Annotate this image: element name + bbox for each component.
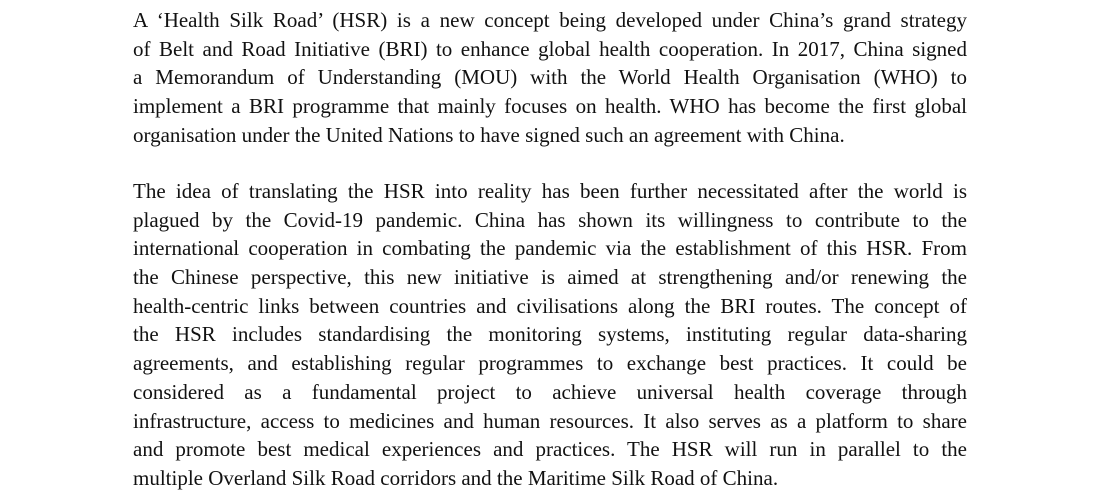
text-line: implement a BRI programme that mainly focuses on health. WHO has become the first global (133, 94, 967, 119)
text-line: The idea of translating the HSR into reality has been further necessitated after the world is (133, 179, 967, 203)
text-line: infrastructure, access to medicines and human resources. It also serves as a platform to share (133, 408, 967, 433)
text-line: international cooperation in combating the pandemic via the establishment of this HSR. From (133, 236, 967, 261)
text-line: plagued by the Covid-19 pandemic. China has shown its willingness to contribute to the (133, 207, 967, 232)
text-line: health-centric links between countries and civilisations along the BRI routes. The concept of (133, 293, 967, 318)
text-line: and promote best medical experiences and practices. The HSR will run in parallel to the (133, 437, 967, 462)
paragraph-hsr-introduction (133, 6, 967, 149)
text-line: of Belt and Road Initiative (BRI) to enhance global health cooperation. In 2017, China signed (133, 36, 967, 61)
paragraph-hsr-covid-context (133, 177, 967, 490)
text-line: the Chinese perspective, this new initiative is aimed at strengthening and/or renewing the (133, 265, 967, 290)
text-line: the HSR includes standardising the monitoring systems, instituting regular data-sharing (133, 322, 967, 347)
text-line: a Memorandum of Understanding (MOU) with the World Health Organisation (WHO) to (133, 65, 967, 90)
text-line: organisation under the United Nations to have signed such an agreement with China. (133, 122, 845, 147)
text-line: multiple Overland Silk Road corridors and the Maritime Silk Road of China. (133, 465, 779, 490)
text-line: A ‘Health Silk Road’ (HSR) is a new concept being developed under China’s grand strategy (133, 8, 967, 32)
text-line: agreements, and establishing regular programmes to exchange best practices. It could be (133, 351, 967, 376)
text-line: considered as a fundamental project to achieve universal health coverage through (133, 379, 967, 404)
